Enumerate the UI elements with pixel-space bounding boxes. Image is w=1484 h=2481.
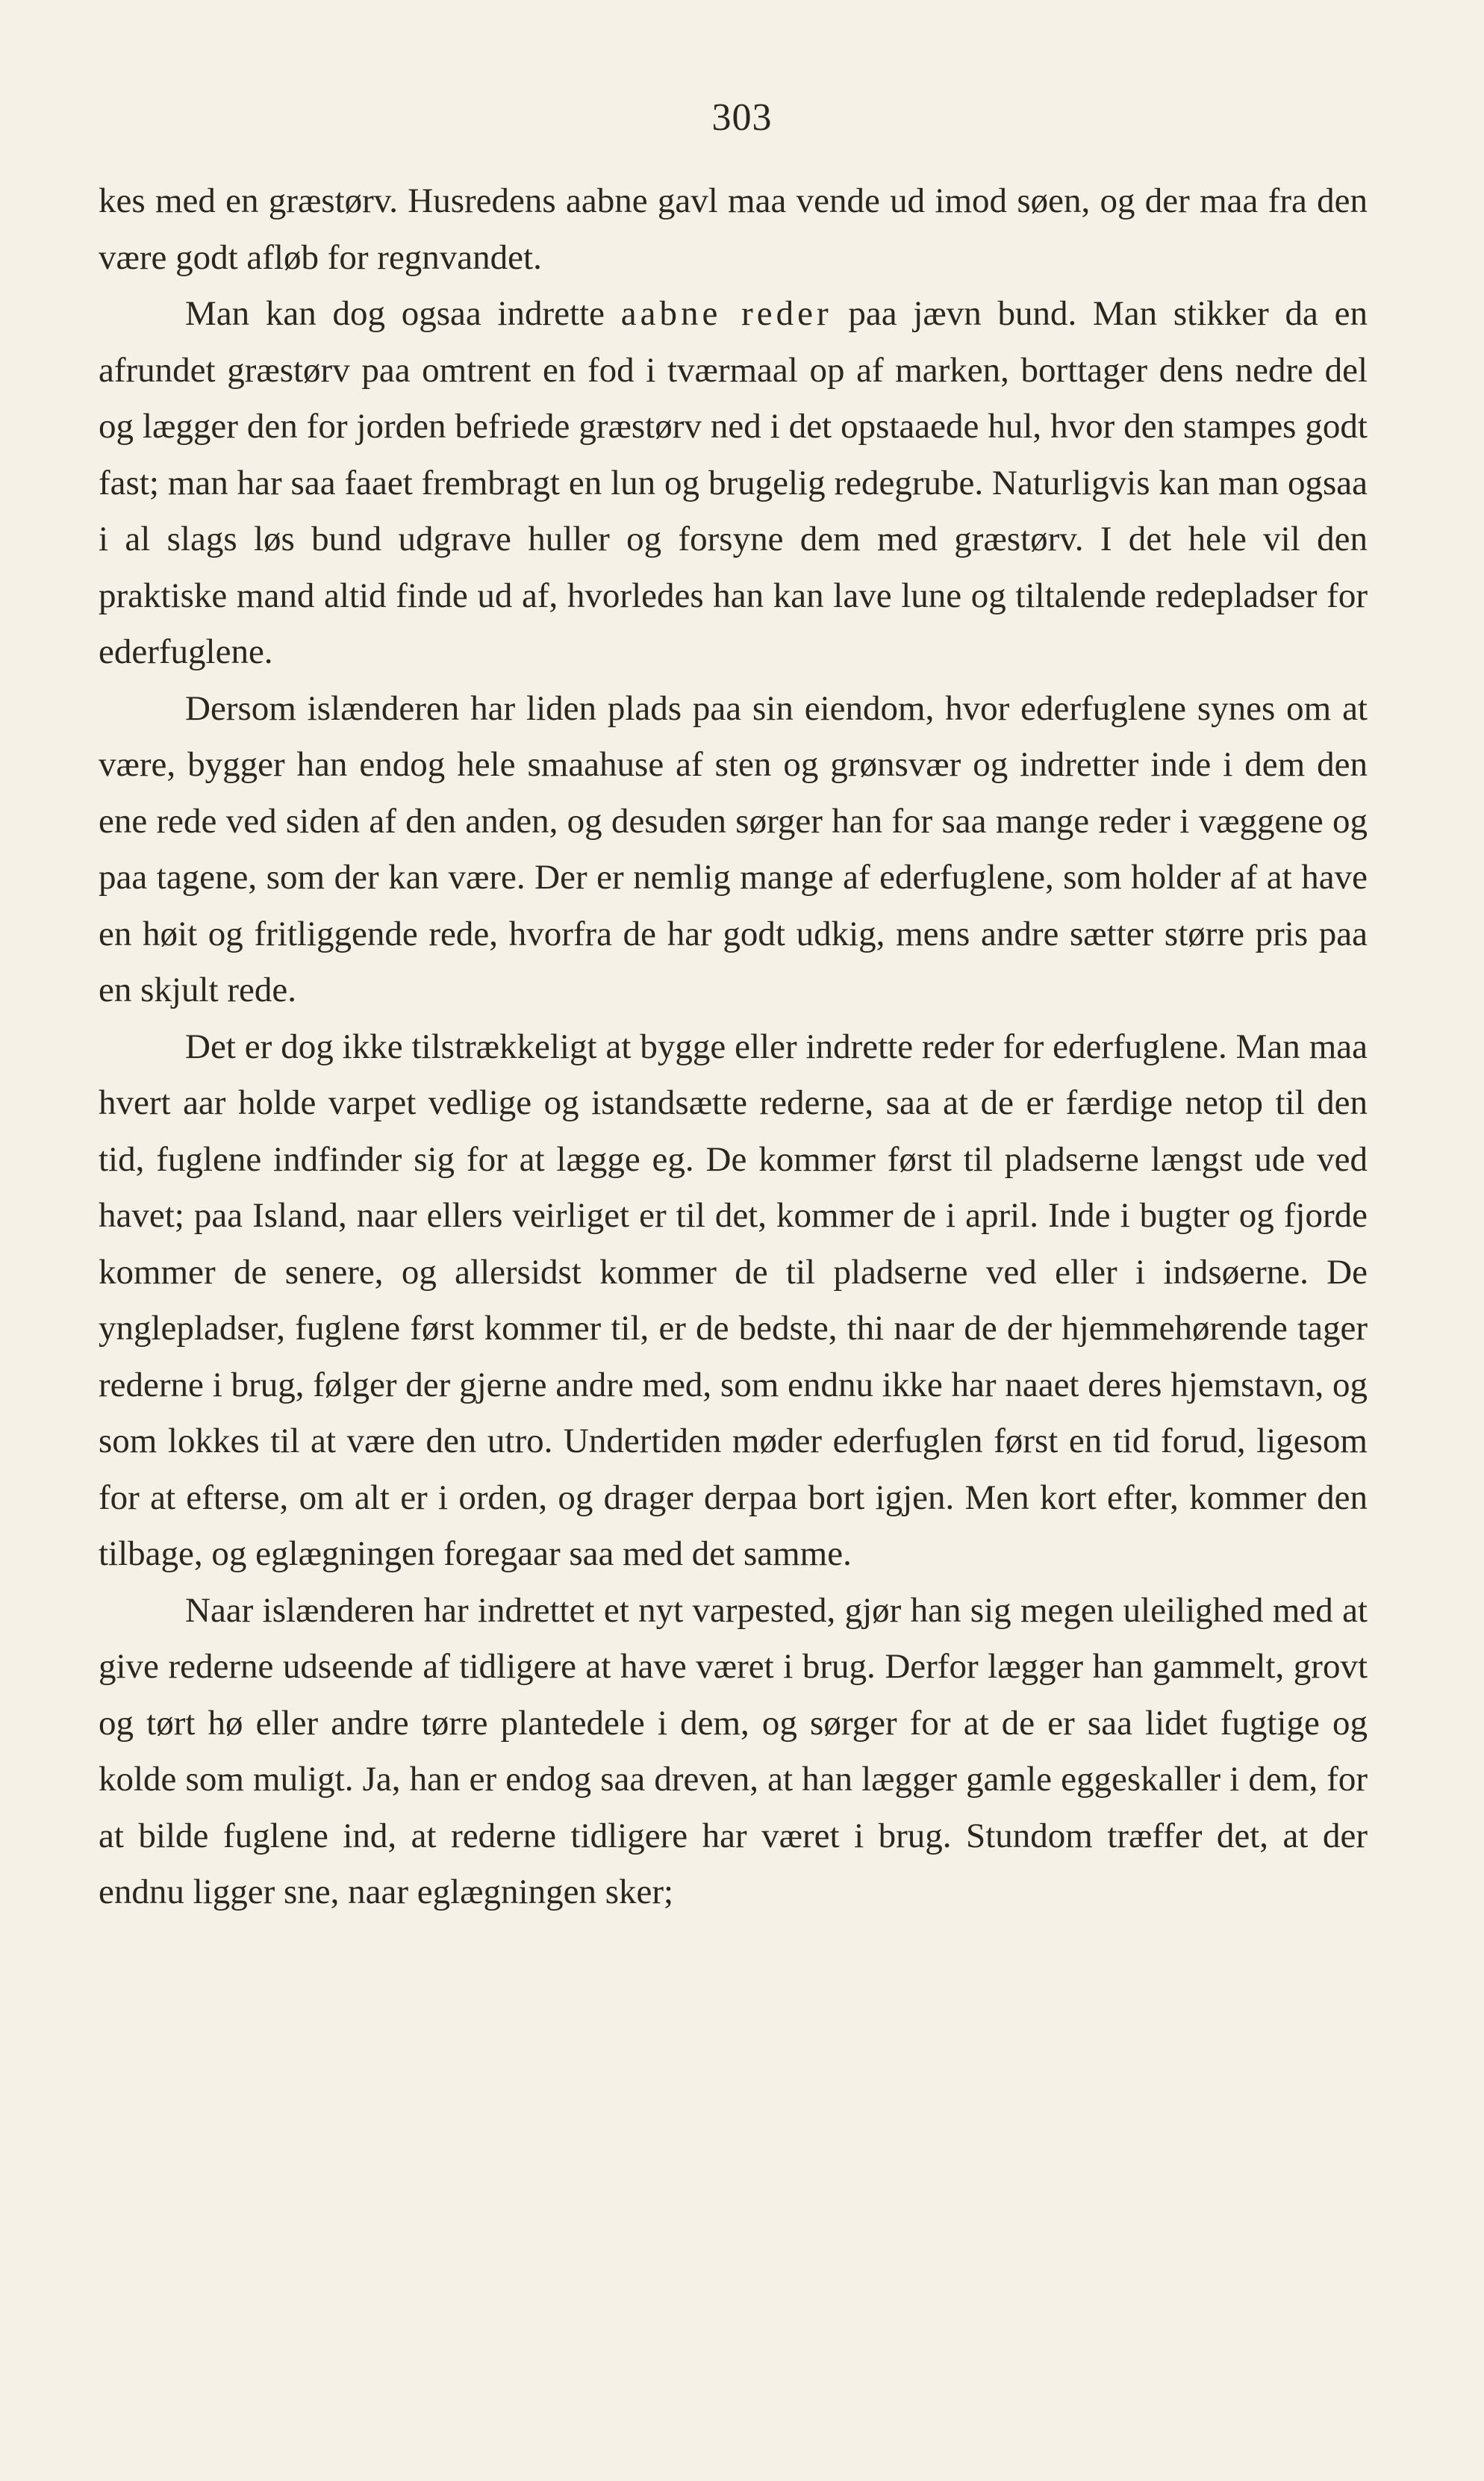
emphasized-text: aabne reder <box>620 294 832 333</box>
page-number: 303 <box>711 96 773 139</box>
text-segment: Det er dog ikke tilstrækkeligt at bygge eller indrette reder for ederfuglene. Man maa hvert aar holde varpet vedlige og istandsætte rederne, saa at de er færdige netop til den tid, fuglene indfinder sig for at lægge eg. De kommer først til pladserne længst ude ved havet; paa Island, naar ellers veirliget er til det, kommer de i april. Inde i bugter og fjorde kommer de senere, og allersidst kommer de til pladserne ved eller i indsøerne. De ynglepladser, fuglene først kommer til, er de bedste, thi naar de der hjemmehørende tager rederne i brug, følger der gjerne andre med, som endnu ikke har naaet deres hjemstavn, og som lokkes til at være den utro. Undertiden møder ederfuglen først en tid forud, ligesom for at efterse, om alt er i orden, og drager derpaa bort igjen. Men kort efter, kommer den tilbage, og eglægningen foregaar saa med det samme. <box>99 1027 1368 1573</box>
text-segment: paa jævn bund. Man stikker da en afrundet græstørv paa omtrent en fod i tværmaal op af marken, borttager dens nedre del og lægger den for jorden befriede græstørv ned i det opstaaede hul, hvor den stampes godt fast; man har saa faaet frembragt en lun og brugelig redegrube. Naturligvis kan man ogsaa i al slags løs bund udgrave huller og forsyne dem med græstørv. I det hele vil den praktiske mand altid finde ud af, hvorledes han kan lave lune og tiltalende redepladser for ederfuglene. <box>99 294 1368 671</box>
text-segment: kes med en græstørv. Husredens aabne gavl maa vende ud imod søen, og der maa fra den være godt afløb for regnvandet. <box>99 181 1368 277</box>
text-segment: Dersom islænderen har liden plads paa sin eiendom, hvor ederfuglene synes om at være, bygger han endog hele smaahuse af sten og grønsvær og indretter inde i dem den ene rede ved siden af den anden, og desuden sørger han for saa mange reder i væggene og paa tagene, som der kan være. Der er nemlig mange af ederfuglene, som holder af at have en høit og fritliggende rede, hvorfra de har godt udkig, mens andre sætter større pris paa en skjult rede. <box>99 688 1368 1009</box>
text-segment: Man kan dog ogsaa indrette <box>185 294 621 333</box>
paragraph <box>99 681 1368 1019</box>
text-segment: Naar islænderen har indrettet et nyt varpested, gjør han sig megen uleilighed med at give rederne udseende af tidligere at have været i brug. Derfor lægger han gammelt, grovt og tørt hø eller andre tørre plantedele i dem, og sørger for at de er saa lidet fugtige og kolde som muligt. Ja, han er endog saa dreven, at han lægger gamle eggeskaller i dem, for at bilde fuglene ind, at rederne tidligere har været i brug. Stundom træffer det, at der endnu ligger sne, naar eglægningen sker; <box>99 1590 1368 1911</box>
paragraph <box>99 286 1368 681</box>
paragraph <box>99 173 1368 286</box>
body-text <box>99 173 1368 1921</box>
paragraph <box>99 1583 1368 1921</box>
paragraph <box>99 1019 1368 1583</box>
